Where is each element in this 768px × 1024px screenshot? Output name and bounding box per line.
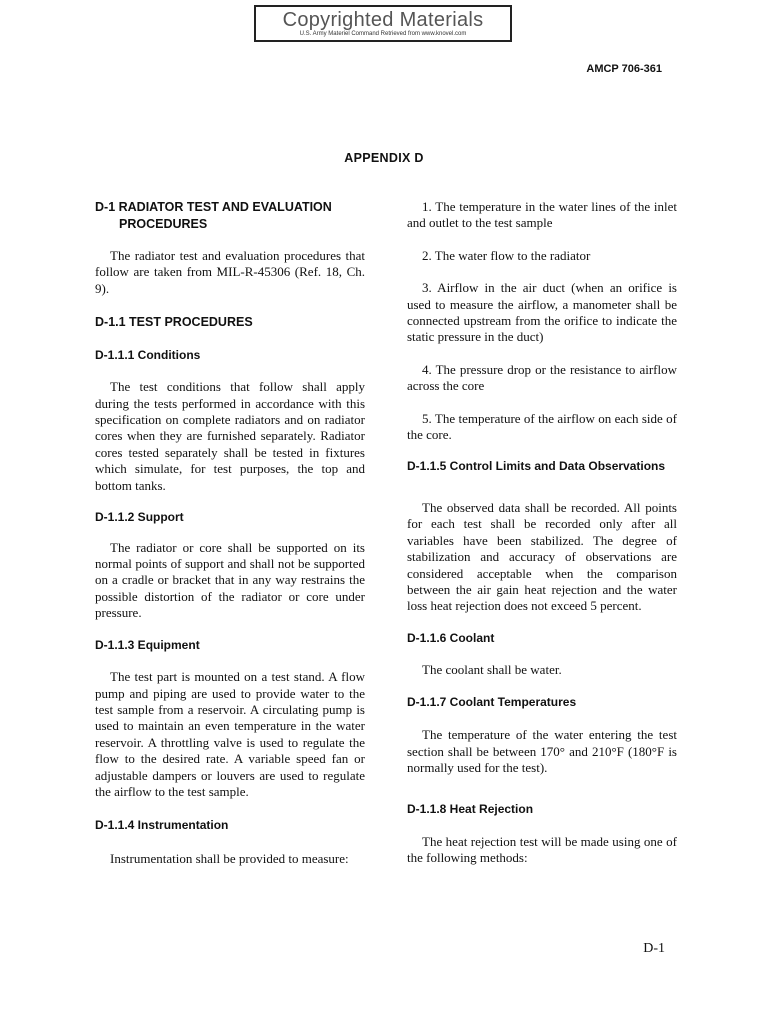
right-column [407, 199, 677, 867]
list-item-1: 1. The temperature in the water lines of the inlet and outlet to the test sample [407, 199, 677, 231]
banner-title: Copyrighted Materials [282, 9, 484, 31]
section-d113-text: The test part is mounted on a test stand. A flow pump and piping are used to provide water to the test sample from a reservoir. A circulating pump is used to maintain an even temperature in the water reservoir. A throttling valve is used to regulate the flow to the desired rate. A variable speed fan or adjustable dampers or louvers are used to regulate the airflow to the test sample. [95, 669, 365, 799]
appendix-title: APPENDIX D [344, 151, 424, 165]
section-d118-heading: D-1.1.8 Heat Rejection [407, 802, 534, 817]
section-d116-heading: D-1.1.6 Coolant [407, 630, 495, 645]
section-d1-heading-line2: PROCEDURES [119, 216, 208, 231]
list-item-4: 4. The pressure drop or the resistance to airflow across the core [407, 361, 677, 394]
section-d115-heading: D-1.1.5 Control Limits and Data Observations [407, 459, 666, 474]
page-number: D-1 [643, 941, 665, 956]
section-d111-text: The test conditions that follow shall apply during the tests performed in accordance with this specification on complete radiators and on radiator cores when they are furnished separately. Radiator cores tested separately shall be tested in fixtures which simulate, for test purposes, the top and bottom tanks. [95, 379, 365, 493]
list-item-2: 2. The water flow to the radiator [422, 247, 591, 263]
section-d114-text: Instrumentation shall be provided to measure: [110, 850, 349, 866]
section-d118-text: The heat rejection test will be made using one of the following methods: [407, 833, 677, 866]
section-d117-text: The temperature of the water entering the test section shall be between 170° and 210°F (180°F is normally used for the test). [407, 727, 677, 776]
section-d113-heading: D-1.1.3 Equipment [95, 637, 200, 652]
list-item-3: 3. Airflow in the air duct (when an orifice is used to measure the airflow, a manometer shall be connected upstream from the orifice to indicate the static pressure in the duct) [407, 280, 677, 345]
section-d115-text: The observed data shall be recorded. All points for each test shall be recorded only after all variables have been stabilized. The degree of stabilization and accuracy of observations are considered acceptable when the comparison between the air gain heat rejection and the water loss heat rejection does not exceed 5 percent. [407, 499, 677, 614]
section-d112-text: The radiator or core shall be supported on its normal points of support and shall not be supported on a cradle or bracket that in any way restrains the possible distortion of the radiator or core under pressure. [95, 539, 365, 621]
section-d111-heading: D-1.1.1 Conditions [95, 347, 201, 362]
section-d112-heading: D-1.1.2 Support [95, 510, 184, 525]
section-d1-heading [95, 199, 365, 232]
list-item-5: 5. The temperature of the airflow on each side of the core. [407, 410, 677, 443]
section-d117-heading: D-1.1.7 Coolant Temperatures [407, 694, 577, 709]
section-d116-text: The coolant shall be water. [422, 662, 562, 678]
section-d11-heading: D-1.1 TEST PROCEDURES [95, 315, 253, 330]
copyright-banner [254, 5, 512, 42]
section-d1-heading-line1: D-1 RADIATOR TEST AND EVALUATION [95, 200, 332, 214]
document-id: AMCP 706-361 [586, 63, 662, 75]
left-column [95, 199, 365, 867]
intro-paragraph: The radiator test and evaluation procedures that follow are taken from MIL-R-45306 (Ref. 18, Ch. 9). [95, 248, 365, 296]
section-d114-heading: D-1.1.4 Instrumentation [95, 818, 229, 833]
banner-subtitle: U.S. Army Materiel Command Retrieved from www.knovel.com [299, 31, 467, 37]
